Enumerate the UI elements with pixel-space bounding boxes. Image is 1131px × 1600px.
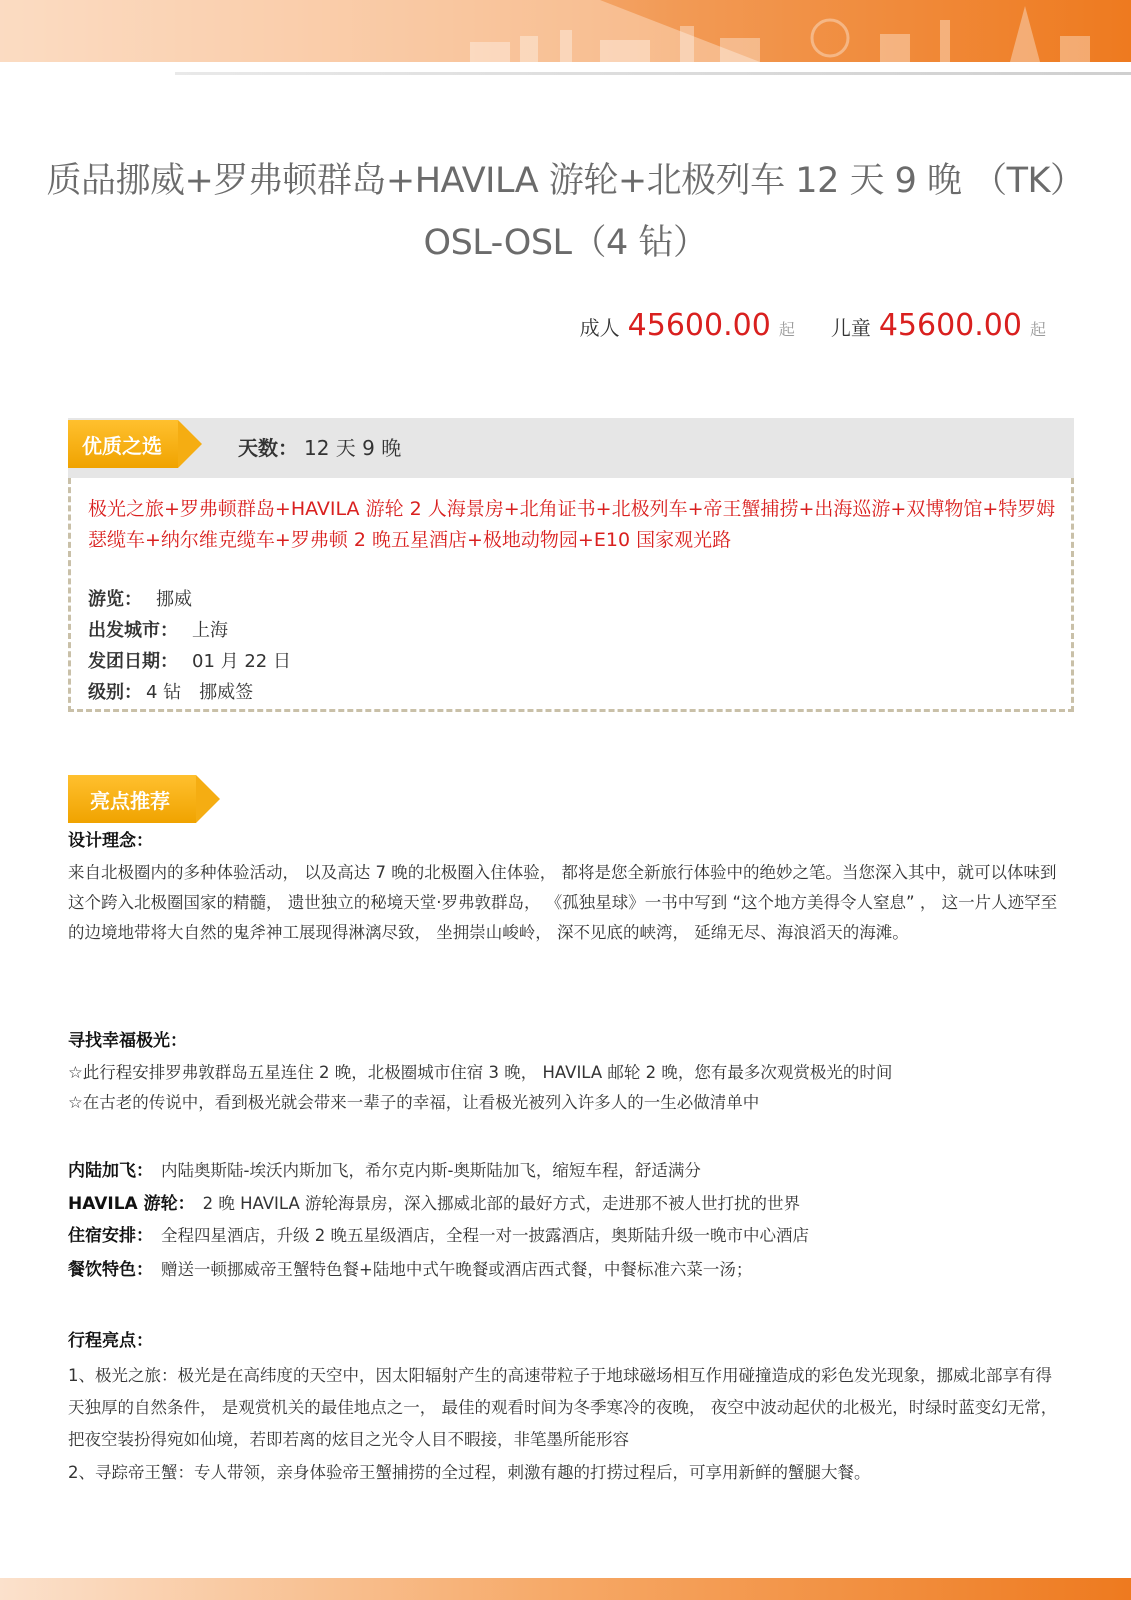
- info-date-value: 01 月 22 日: [192, 651, 291, 672]
- aurora-line-1: ☆此行程安排罗弗敦群岛五星连住 2 晚，北极圈城市住宿 3 晚， HAVILA 邮轮 2 晚，您有最多次观赏极光的时间: [68, 1063, 893, 1082]
- title-line-1: 质品挪威+罗弗顿群岛+HAVILA 游轮+北极列车 12 天 9 晚 （TK）: [46, 161, 1085, 201]
- header-banner: [0, 0, 1131, 62]
- info-date: [88, 646, 291, 677]
- banner-skyline: [0, 0, 1131, 62]
- info-lines: [88, 584, 291, 708]
- child-price-label: 儿童: [830, 316, 871, 340]
- tour-summary: 极光之旅+罗弗顿群岛+HAVILA 游轮 2 人海景房+北角证书+北极列车+帝王蟹捕捞+出海巡游+双博物馆+特罗姆瑟缆车+纳尔维克缆车+罗弗顿 2 晚五星酒店+极地动物园+E10 国家观光路: [88, 498, 1056, 551]
- feature-food: [68, 1255, 752, 1285]
- adult-price-label: 成人: [579, 316, 620, 340]
- adult-price-suffix: 起: [778, 320, 795, 339]
- feature-cruise-label: HAVILA 游轮：: [68, 1194, 195, 1214]
- info-level: [88, 677, 291, 708]
- title-line-2: OSL-OSL（4 钻）: [423, 223, 708, 263]
- info-city-value: 上海: [192, 620, 228, 641]
- page-title: [40, 150, 1091, 274]
- trip-heading: 行程亮点：: [68, 1331, 153, 1351]
- days-value: 12 天 9 晚: [304, 436, 402, 460]
- footer-band: [0, 1578, 1131, 1600]
- feature-flight-label: 内陆加飞：: [68, 1161, 153, 1181]
- days-label: 天数：: [238, 436, 298, 460]
- header-underline: [175, 72, 1131, 75]
- highlight-tag: 亮点推荐: [68, 775, 196, 823]
- feature-hotel-value: 全程四星酒店，升级 2 晚五星级酒店，全程一对一披露酒店，奥斯陆升级一晚市中心酒店: [161, 1226, 809, 1245]
- price-row: [580, 308, 1046, 343]
- aurora-line-2: ☆在古老的传说中，看到极光就会带来一辈子的幸福，让看极光被列入许多人的一生必做清单中: [68, 1093, 760, 1112]
- info-date-label: 发团日期：: [88, 651, 178, 672]
- feature-hotel: [68, 1221, 809, 1251]
- info-city-label: 出发城市：: [88, 620, 178, 641]
- info-tour-label: 游览：: [88, 589, 142, 610]
- feature-cruise: [68, 1189, 800, 1219]
- adult-price-value: 45600.00: [627, 308, 771, 343]
- trip-item-2: 2、寻踪帝王蟹：专人带领，亲身体验帝王蟹捕捞的全过程，刺激有趣的打捞过程后，可享用新鲜的蟹腿大餐。: [68, 1463, 871, 1482]
- info-level-label: 级别：: [88, 682, 142, 703]
- child-price-suffix: 起: [1029, 320, 1046, 339]
- aurora-heading: 寻找幸福极光：: [68, 1031, 187, 1051]
- feature-flight-value: 内陆奥斯陆-埃沃内斯加飞，希尔克内斯-奥斯陆加飞，缩短车程，舒适满分: [161, 1161, 701, 1180]
- info-city: [88, 615, 291, 646]
- feature-cruise-value: 2 晚 HAVILA 游轮海景房，深入挪威北部的最好方式，走进那不被人世打扰的世界: [202, 1194, 801, 1213]
- info-tour: [88, 584, 291, 615]
- feature-hotel-label: 住宿安排：: [68, 1226, 153, 1246]
- days-bar: [68, 418, 1074, 478]
- trip-item-1: 1、极光之旅：极光是在高纬度的天空中，因太阳辐射产生的高速带粒子于地球磁场相互作用碰撞造成的彩色发光现象，挪威北部享有得天独厚的自然条件， 是观赏机关的最佳地点之一， 最佳的观看时间为冬季寒冷的夜晚， 夜空中波动起伏的北极光，时绿时蓝变幻无常，把夜空装扮得宛如仙境，若即若离的炫目之光令人目不暇接，非笔墨所能形容: [68, 1366, 1058, 1449]
- feature-flight: [68, 1156, 701, 1186]
- info-level-value: 4 钻 挪威签: [146, 682, 254, 703]
- feature-food-label: 餐饮特色：: [68, 1260, 153, 1280]
- child-price-value: 45600.00: [878, 308, 1022, 343]
- info-tour-value: 挪威: [156, 589, 192, 610]
- feature-food-value: 赠送一顿挪威帝王蟹特色餐+陆地中式午晚餐或酒店西式餐，中餐标准六菜一汤；: [161, 1260, 753, 1279]
- quality-tag: 优质之选: [68, 420, 178, 468]
- design-text: 来自北极圈内的多种体验活动， 以及高达 7 晚的北极圈入住体验， 都将是您全新旅行体验中的绝妙之笔。当您深入其中，就可以体味到这个跨入北极圈国家的精髓， 遗世独立的秘境天堂·罗弗敦群岛， 《孤独星球》一书中写到 “这个地方美得令人窒息” ， 这一片人迹罕至的边境地带将大自然的鬼斧神工展现得淋漓尽致， 坐拥崇山峻岭， 深不见底的峡湾， 延绵无尽、海浪滔天的海滩。: [68, 863, 1058, 942]
- days-info: [238, 432, 401, 461]
- design-heading: 设计理念：: [68, 831, 153, 851]
